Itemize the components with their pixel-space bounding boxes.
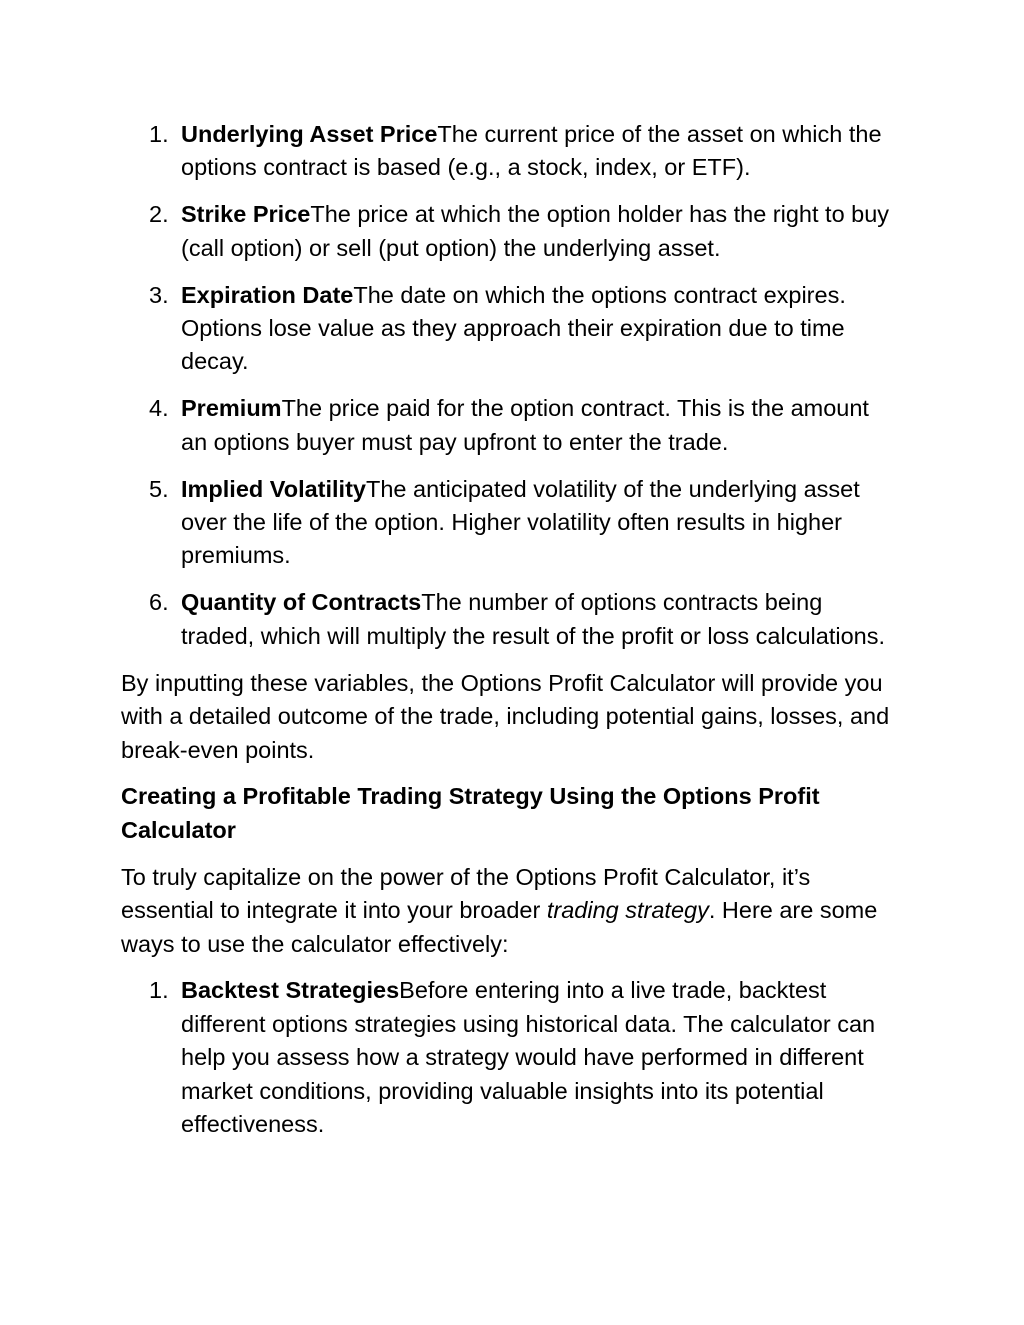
list-description: The current price of the asset on which the options contract is based (e.g., a stock, index, or ETF). (181, 121, 882, 181)
list-description: The date on which the options contract expires. Options lose value as they approach their expiration due to time decay. (181, 281, 846, 375)
list-description: The number of options contracts being traded, which will multiply the result of the profit or loss calculations. (181, 589, 886, 649)
document-page (121, 118, 901, 1155)
calculator-inputs-list (121, 118, 901, 653)
list-number: 1. (149, 977, 169, 1004)
list-term: Underlying Asset Price (181, 121, 438, 147)
summary-paragraph: By inputting these variables, the Options Profit Calculator will provide you with a detailed outcome of the trade, including potential gains, losses, and break-even points. (121, 669, 890, 763)
list-term: Expiration Date (181, 281, 354, 308)
list-term: Backtest Strategies (181, 977, 400, 1004)
list-term: Quantity of Contracts (181, 589, 422, 616)
list-number: 2. (149, 201, 169, 228)
list-item (121, 392, 901, 459)
intro-paragraph (121, 861, 901, 961)
list-item (121, 473, 901, 573)
list-description: Before entering into a live trade, backtest different options strategies using historical data. The calculator can help you assess how a strategy would have performed in different market conditions, providing valuable insights into its potential effectiveness. (181, 977, 876, 1138)
list-item (121, 279, 901, 379)
list-number: 1. (149, 121, 169, 147)
list-item (121, 118, 901, 185)
list-number: 5. (149, 475, 169, 502)
intro-text-before: To truly capitalize on the power of the Options Profit Calculator, it’s essential to integrate it into your broader (121, 863, 811, 924)
intro-emphasis: trading strategy (546, 897, 709, 924)
list-number: 6. (149, 589, 169, 616)
list-term: Premium (181, 395, 282, 422)
list-description: The anticipated volatility of the underlying asset over the life of the option. Higher volatility often results in higher premiums. (181, 475, 860, 569)
list-term: Implied Volatility (181, 475, 366, 502)
list-number: 4. (149, 395, 169, 422)
section-heading: Creating a Profitable Trading Strategy Using the Options Profit Calculator (121, 783, 820, 843)
list-number: 3. (149, 281, 169, 308)
list-term: Strike Price (181, 201, 311, 228)
list-item (121, 586, 901, 653)
strategy-tips-list (121, 974, 901, 1141)
list-item (121, 198, 901, 265)
list-item (121, 974, 901, 1141)
list-description: The price at which the option holder has the right to buy (call option) or sell (put option) the underlying asset. (181, 201, 890, 261)
intro-text-after: . Here are some ways to use the calculator effectively: (121, 897, 878, 957)
list-description: The price paid for the option contract. This is the amount an options buyer must pay upfront to enter the trade. (181, 395, 869, 455)
